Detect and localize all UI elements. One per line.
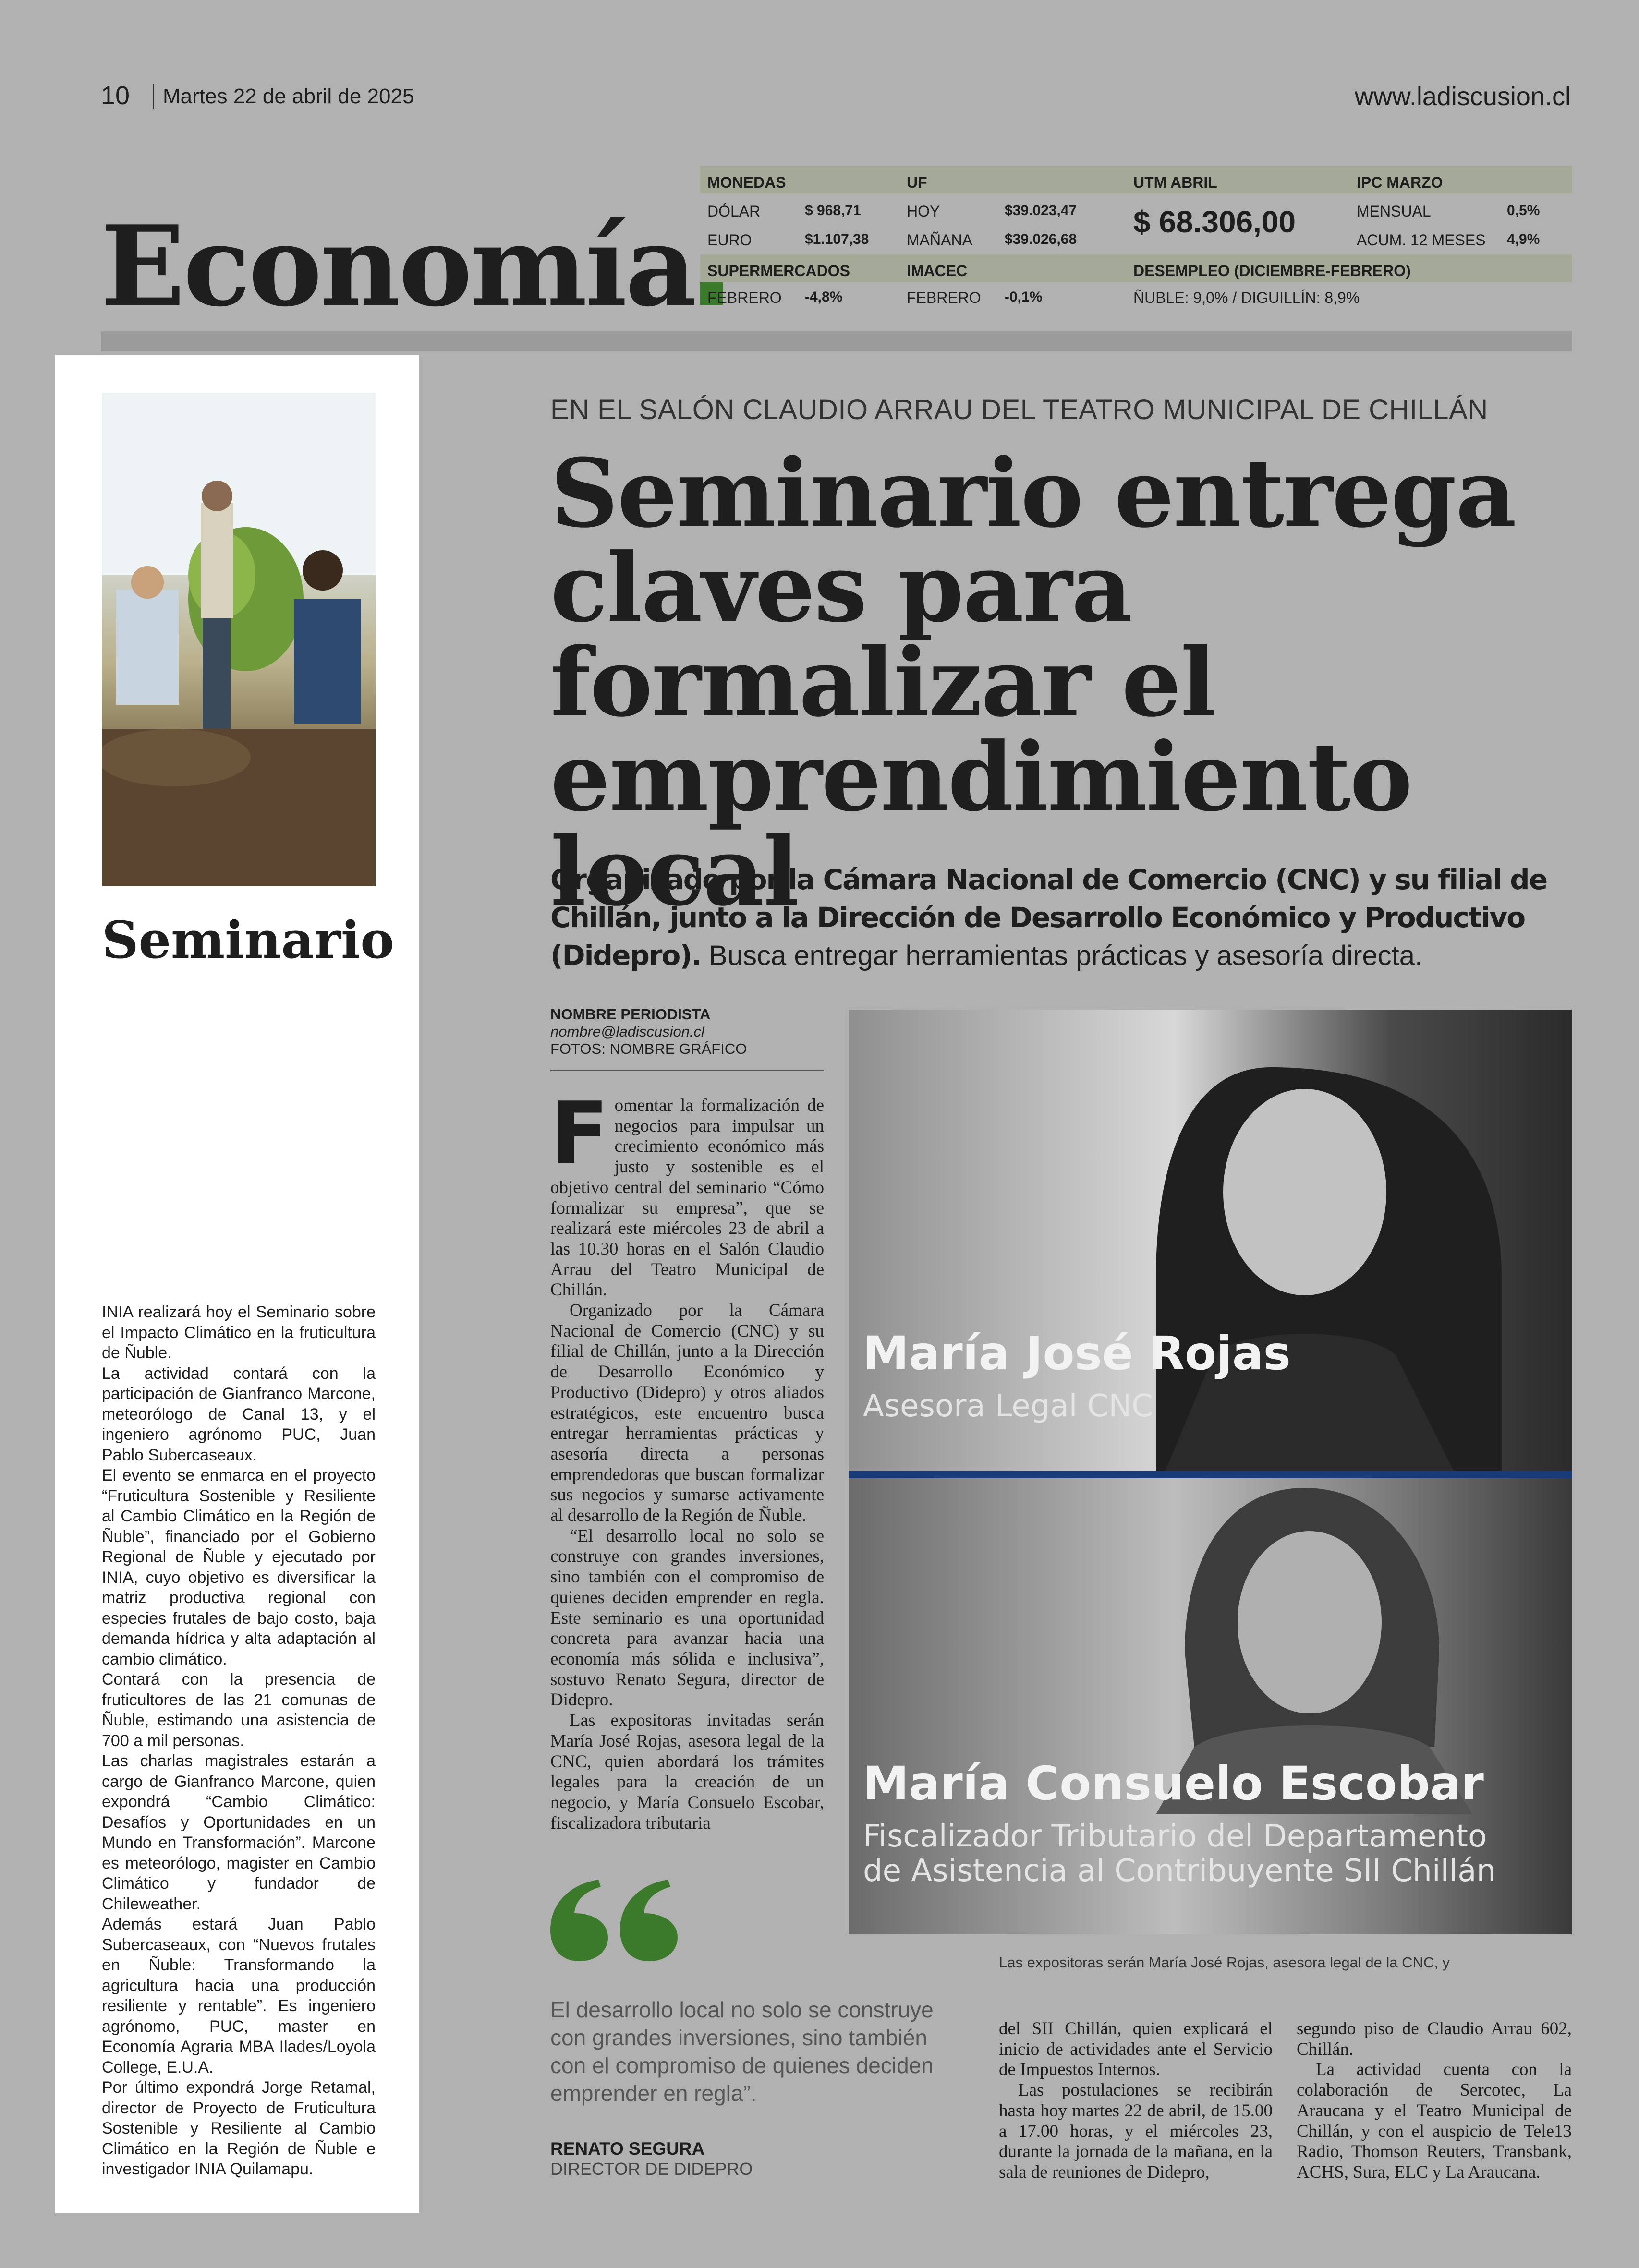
section-title <box>101 202 723 331</box>
article-body-col2 <box>999 2019 1273 2183</box>
pull-quote-author: RENATO SEGURA <box>550 2139 705 2159</box>
sidebar-paragraph: Las charlas magistrales estarán a cargo de Gianfranco Marcone, quien expondrá “Cambio Climático: Desafíos y Oportunidades en un Mundo en Transformación”. Marcone es meteorólogo, magister en Cambio Climático y fundador de Chileweather. <box>102 1752 376 1913</box>
sidebar-paragraph: INIA realizará hoy el Seminario sobre el Impacto Climático en la fruticultura de Ñuble. <box>102 1303 376 1362</box>
uf-hoy-value: $39.023,47 <box>1005 203 1077 218</box>
sidebar-title: Seminario <box>102 910 394 970</box>
person2-name: María Consuelo Escobar <box>863 1757 1484 1810</box>
photo-panel-1 <box>849 1010 1572 1471</box>
imacec-title: IMACEC <box>907 262 968 279</box>
photo-panel-2 <box>849 1478 1572 1934</box>
page-date: Martes 22 de abril de 2025 <box>153 84 414 109</box>
article-lead <box>550 861 1583 975</box>
page-number: 10 <box>101 81 130 110</box>
uf-hoy-label: HOY <box>907 203 940 220</box>
monedas-title: MONEDAS <box>707 174 786 191</box>
section-rule <box>101 331 1572 351</box>
utm-title: UTM ABRIL <box>1133 174 1217 191</box>
article-lead-rest: Busca entregar herramientas prácticas y asesoría directa. <box>701 940 1423 971</box>
supermercados-label: FEBRERO <box>707 289 782 306</box>
section-title-text: Economía <box>101 202 695 331</box>
article-paragraph: omentar la formalización de negocios para impulsar un crecimiento económico más justo y sostenible es el objetivo central del seminario “Cómo formalizar su empresa”, que se realizará este miércoles 23 de abril a las 10.30 horas en el Salón Claudio Arrau del Teatro Municipal de Chillán. <box>550 1096 824 1300</box>
ipc-mensual-value: 0,5% <box>1507 203 1540 218</box>
uf-manana-value: $39.026,68 <box>1005 231 1077 247</box>
ipc-mensual-label: MENSUAL <box>1357 203 1431 220</box>
uf-manana-label: MAÑANA <box>907 231 972 249</box>
byline-photos: FOTOS: NOMBRE GRÁFICO <box>550 1040 747 1057</box>
dolar-label: DÓLAR <box>707 203 761 220</box>
desempleo-title: DESEMPLEO (DICIEMBRE-FEBRERO) <box>1133 262 1411 279</box>
dropcap: F <box>550 1084 609 1183</box>
imacec-value: -0,1% <box>1005 289 1043 305</box>
article-photo <box>849 1010 1572 1934</box>
supermercados-title: SUPERMERCADOS <box>707 262 850 279</box>
byline-rule <box>550 1070 824 1071</box>
byline-email[interactable]: nombre@ladiscusion.cl <box>550 1023 704 1040</box>
article-kicker: EN EL SALÓN CLAUDIO ARRAU DEL TEATRO MUNICIPAL DE CHILLÁN <box>550 394 1488 425</box>
sidebar-paragraph: La actividad contará con la participación de Gianfranco Marcone, meteorólogo de Canal 13, y el ingeniero agrónomo PUC, Juan Pablo Subercaseaux. <box>102 1364 376 1464</box>
photo-caption: Las expositoras serán María José Rojas, asesora legal de la CNC, y <box>999 1954 1450 1971</box>
desempleo-value: ÑUBLE: 9,0% / DIGUILLÍN: 8,9% <box>1133 289 1360 306</box>
article-body-col1 <box>550 1084 824 1834</box>
utm-value: $ 68.306,00 <box>1133 205 1296 239</box>
sidebar-paragraph: Contará con la presencia de fruticultores de las 21 comunas de Ñuble, estimando una asistencia de 700 a mil personas. <box>102 1670 376 1750</box>
supermercados-value: -4,8% <box>805 289 843 305</box>
ipc-title: IPC MARZO <box>1357 174 1443 191</box>
byline-name: NOMBRE PERIODISTA <box>550 1006 711 1023</box>
article-paragraph: del SII Chillán, quien explicará el inicio de actividades ante el Servicio de Impuestos Internos. <box>999 2019 1273 2080</box>
byline <box>550 1006 824 1058</box>
sidebar-text <box>102 1302 376 2180</box>
person1-role: Asesora Legal CNC <box>863 1388 1153 1424</box>
person2-role-line1: Fiscalizador Tributario del Departamento <box>863 1819 1487 1854</box>
sidebar-paragraph: Además estará Juan Pablo Subercaseaux, con “Nuevos frutales en Ñuble: Transformando la agricultura hacia una producción resiliente y rentable”. Es ingeniero agrónomo, PUC, master en Economía Agraria MBA Ilades/Loyola College, E.U.A. <box>102 1915 376 2076</box>
article-paragraph: La actividad cuenta con la colaboración de Sercotec, La Araucana y el Teatro Municipal de Chillán, y con el auspicio de Tele13 Radio, Thomson Reuters, Transbank, ACHS, Sura, ELC y La Araucana. <box>1297 2060 1572 2182</box>
article-headline: Seminario entrega claves para formalizar el emprendimiento local <box>550 438 1516 927</box>
sidebar-photo-illustration <box>102 393 376 886</box>
ipc-acum-value: 4,9% <box>1507 231 1540 247</box>
dolar-value: $ 968,71 <box>805 203 861 218</box>
pull-quote-text: El desarrollo local no solo se construye con grandes inversiones, sino también con el compromiso de quienes deciden emprender en regla”. <box>550 1997 934 2106</box>
article-body-col3 <box>1297 2019 1572 2183</box>
pull-quote-role: DIRECTOR DE DIDEPRO <box>550 2159 753 2179</box>
article-paragraph: “El desarrollo local no solo se construye con grandes inversiones, sino también con el compromiso de quienes deciden emprender en regla. Este seminario es una oportunidad concreta para avanzar hacia una economía más sólida e inclusiva”, sostuvo Renato Segura, director de Didepro. <box>550 1526 824 1710</box>
article-paragraph: Las postulaciones se recibirán hasta hoy martes 22 de abril, de 15.00 a 17.00 horas, y el miércoles 23, durante la jornada de la mañana, en la sala de reuniones de Didepro, <box>999 2080 1273 2182</box>
photo-divider <box>849 1471 1572 1478</box>
person2-role-line2: de Asistencia al Contribuyente SII Chillán <box>863 1853 1496 1889</box>
article-lead-bold: Organizado por la Cámara Nacional de Comercio (CNC) y su filial de Chillán, junto a la Dirección de Desarrollo Económico y Productivo (Didepro). <box>550 863 1547 972</box>
sidebar-paragraph: El evento se enmarca en el proyecto “Fruticultura Sostenible y Resiliente al Cambio Climático en la Región de Ñuble”, financiado por el Gobierno Regional de Ñuble y ejecutado por INIA, cuyo objetivo es diversificar la matriz productiva regional con especies frutales de bajo costo, baja demanda hídrica y alta adaptación al cambio climático. <box>102 1466 376 1668</box>
sidebar-paragraph: Por último expondrá Jorge Retamal, director de Proyecto de Fruticultura Sostenible y Resiliente al Cambio Climático en la Región de Ñuble e investigador INIA Quilamapu. <box>102 2078 376 2178</box>
article-paragraph: Organizado por la Cámara Nacional de Comercio (CNC) y su filial de Chillán, junto a la Dirección de Desarrollo Económico y Productivo (Didepro) y otros aliados estratégicos, este encuentro busca entregar herramientas prácticas y asesoría directa a personas emprendedoras que buscan formalizar sus negocios y sumarse activamente al desarrollo de la Región de Ñuble. <box>550 1301 824 1526</box>
site-url[interactable]: www.ladiscusion.cl <box>1354 82 1571 111</box>
euro-value: $1.107,38 <box>805 231 869 247</box>
imacec-label: FEBRERO <box>907 289 981 306</box>
ipc-acum-label: ACUM. 12 MESES <box>1357 231 1486 249</box>
person1-name: María José Rojas <box>863 1327 1291 1380</box>
euro-label: EURO <box>707 231 752 249</box>
sidebar-photo <box>102 393 376 886</box>
article-paragraph: Las expositoras invitadas serán María José Rojas, asesora legal de la CNC, quien abordará los trámites legales para la creación de un negocio, y María Consuelo Escobar, fiscalizadora tributaria <box>550 1711 824 1833</box>
quote-mark-icon <box>550 1880 680 1966</box>
uf-title: UF <box>907 174 927 191</box>
article-paragraph: segundo piso de Claudio Arrau 602, Chillán. <box>1297 2019 1572 2059</box>
sidebar-box <box>55 355 419 2213</box>
